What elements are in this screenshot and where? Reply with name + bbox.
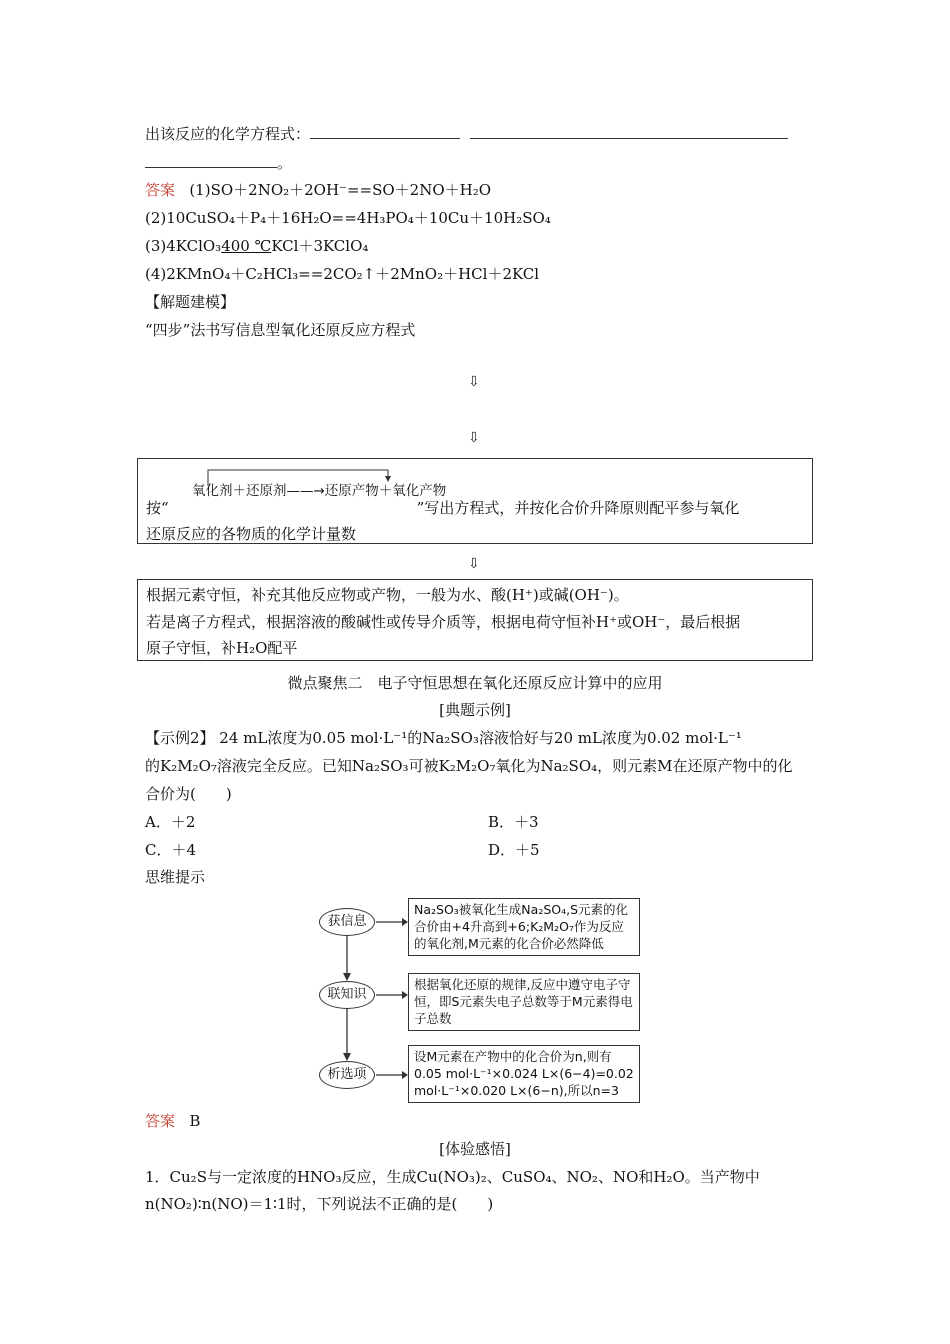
flow-text-1: Na₂SO₃被氧化生成Na₂SO₄,S元素的化合价由+4升高到+6;K₂M₂O₇作为反应的氧化剂,M元素的化合价必然降低 [408, 898, 640, 956]
question-1-line-1: 1．Cu₂S与一定浓度的HNO₃反应，生成Cu(NO₃)₂、CuSO₄、NO₂、NO和H₂O。当产物中 [145, 1168, 760, 1186]
section-subtitle: [典题示例] [439, 701, 511, 719]
down-arrow-icon: ⇩ [468, 430, 480, 446]
answer-line-1: 答案 (1)SO＋2NO₂＋2OH⁻==SO＋2NO＋H₂O [145, 181, 492, 199]
example-line-1: 【示例2】 24 mL浓度为0.05 mol·L⁻¹的Na₂SO₃溶液恰好与20 mL浓度为0.02 mol·L⁻¹ [145, 729, 742, 747]
answer-value: B [189, 1112, 201, 1130]
hint-label: 思维提示 [145, 868, 206, 886]
reaction-condition: 400 ℃ [221, 237, 272, 255]
step-box-2-line3: 原子守恒，补H₂O配平 [146, 639, 298, 657]
option-a: A．＋2 [145, 813, 196, 831]
example-line-2: 的K₂M₂O₇溶液完全反应。已知Na₂SO₃可被K₂M₂O₇氧化为Na₂SO₄，则元素M在还原产物中的化 [145, 757, 793, 775]
reaction-diagram: 氧化剂＋还原剂——→还原产物＋氧化产物 [192, 483, 447, 499]
option-d: D．＋5 [488, 841, 540, 859]
example-line-3: 合价为( ) [145, 785, 232, 803]
answer-blank [470, 124, 788, 139]
step-box-1-line1: 按“ ”写出方程式，并按化合价升降原则配平参与氧化 [146, 499, 740, 517]
flow-text-3: 设M元素在产物中的化合价为n,则有0.05 mol·L⁻¹×0.024 L×(6−4)=0.02 mol·L⁻¹×0.020 L×(6−n),所以n=3 [408, 1045, 640, 1103]
question-stem-line: 出该反应的化学方程式： [145, 123, 788, 144]
question-stem-line: 。 [145, 152, 292, 173]
step-box-1-line2: 还原反应的各物质的化学计量数 [146, 525, 357, 543]
option-b: B．＋3 [488, 813, 539, 831]
flow-text-2: 根据氧化还原的规律,反应中遵守电子守恒，即S元素失电子总数等于M元素得电子总数 [408, 973, 640, 1031]
model-intro: “四步”法书写信息型氧化还原反应方程式 [145, 321, 416, 339]
thinking-flowchart [310, 895, 650, 1105]
flow-step-link-knowledge: 联知识 [319, 981, 375, 1009]
experience-heading: [体验感悟] [439, 1140, 511, 1158]
down-arrow-icon: ⇩ [468, 556, 480, 572]
answer-label: 答案 [145, 1112, 176, 1130]
option-c: C．＋4 [145, 841, 197, 859]
step-box-1 [137, 458, 813, 544]
answer-blank [145, 153, 277, 168]
answer-line-2: (2)10CuSO₄＋P₄＋16H₂O==4H₃PO₄＋10Cu＋10H₂SO₄ [145, 209, 551, 227]
answer-label: 答案 [145, 181, 176, 199]
step-box-2-line2: 若是离子方程式，根据溶液的酸碱性或传导介质等，根据电荷守恒补H⁺或OH⁻，最后根据 [146, 613, 741, 631]
answer-blank [310, 124, 460, 139]
flow-step-gather-info: 获信息 [319, 908, 375, 936]
answer-2 [145, 1110, 200, 1131]
answer-line-3: (3)4KClO₃400 ℃KCl＋3KClO₄ [145, 237, 369, 255]
down-arrow-icon: ⇩ [468, 374, 480, 390]
answer-line-4: (4)2KMnO₄＋C₂HCl₃==2CO₂↑＋2MnO₂＋HCl＋2KCl [145, 265, 540, 283]
step-box-2 [137, 579, 813, 661]
flow-step-analyze-options: 析选项 [319, 1061, 375, 1089]
model-heading: 【解题建模】 [145, 293, 236, 311]
question-1-line-2: n(NO₂)∶n(NO)＝1∶1时，下列说法不正确的是( ) [145, 1195, 494, 1213]
step-box-2-line1: 根据元素守恒，补充其他反应物或产物，一般为水、酸(H⁺)或碱(OH⁻)。 [146, 586, 629, 604]
section-title: 微点聚焦二 电子守恒思想在氧化还原反应计算中的应用 [287, 674, 663, 692]
